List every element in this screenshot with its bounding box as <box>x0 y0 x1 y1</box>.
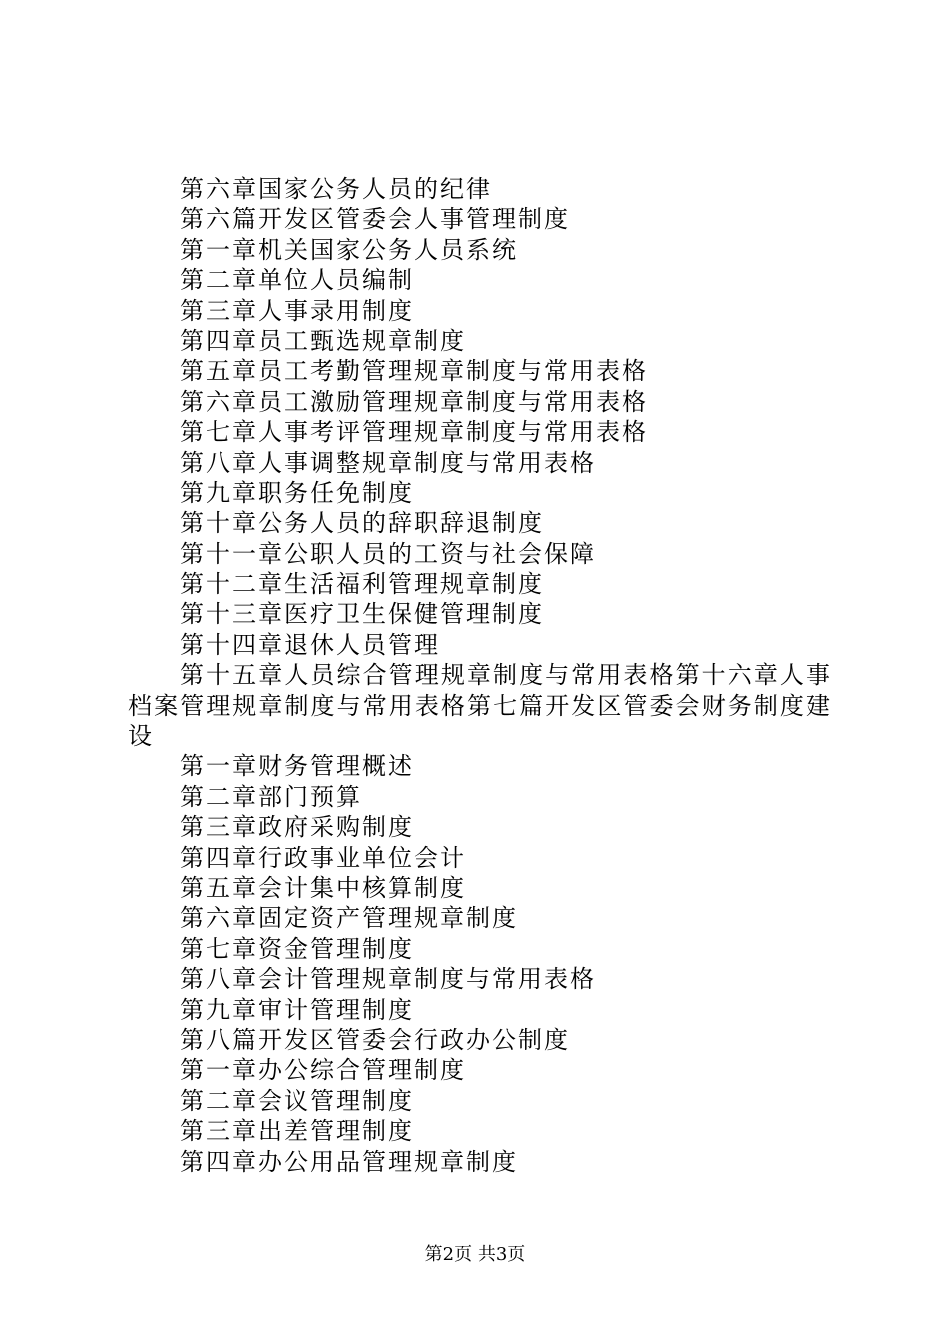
page-number-footer: 第2页 共3页 <box>424 1244 526 1265</box>
toc-line: 第五章员工考勤管理规章制度与常用表格 <box>180 357 648 386</box>
toc-line: 第一章财务管理概述 <box>180 752 414 781</box>
toc-line: 第十一章公职人员的工资与社会保障 <box>180 539 596 568</box>
toc-line: 第六篇开发区管委会人事管理制度 <box>180 205 570 234</box>
toc-line: 第四章行政事业单位会计 <box>180 843 466 872</box>
toc-line: 第一章办公综合管理制度 <box>180 1056 466 1085</box>
toc-line: 第六章国家公务人员的纪律 <box>180 175 492 203</box>
toc-line: 第七章资金管理制度 <box>180 934 414 963</box>
toc-line: 第六章员工激励管理规章制度与常用表格 <box>180 387 648 416</box>
toc-line: 第二章单位人员编制 <box>180 266 414 295</box>
toc-line: 第五章会计集中核算制度 <box>180 874 466 903</box>
document-body <box>128 174 832 1177</box>
toc-line: 第二章会议管理制度 <box>180 1086 414 1115</box>
toc-line: 第四章员工甄选规章制度 <box>180 326 466 355</box>
toc-line: 第九章审计管理制度 <box>180 995 414 1024</box>
toc-paragraph: 第十五章人员综合管理规章制度与常用表格第十六章人事档案管理规章制度与常用表格第七篇开发区管委会财务制度建设 <box>128 661 832 751</box>
toc-line: 第三章政府采购制度 <box>180 813 414 842</box>
toc-line: 第八章人事调整规章制度与常用表格 <box>180 448 596 477</box>
toc-line: 第十三章医疗卫生保健管理制度 <box>180 600 544 629</box>
toc-line: 第七章人事考评管理规章制度与常用表格 <box>180 418 648 447</box>
toc-line: 第十章公务人员的辞职辞退制度 <box>180 509 544 538</box>
toc-line: 第八篇开发区管委会行政办公制度 <box>180 1025 570 1054</box>
toc-line: 第一章机关国家公务人员系统 <box>180 235 518 264</box>
toc-line: 第三章人事录用制度 <box>180 296 414 325</box>
toc-line: 第十四章退休人员管理 <box>180 630 440 659</box>
toc-line: 第四章办公用品管理规章制度 <box>180 1147 518 1176</box>
toc-line: 第八章会计管理规章制度与常用表格 <box>180 965 596 994</box>
toc-line: 第九章职务任免制度 <box>180 478 414 507</box>
toc-line: 第十二章生活福利管理规章制度 <box>180 570 544 599</box>
toc-line: 第二章部门预算 <box>180 782 362 811</box>
toc-line: 第六章固定资产管理规章制度 <box>180 904 518 933</box>
toc-line: 第三章出差管理制度 <box>180 1117 414 1146</box>
